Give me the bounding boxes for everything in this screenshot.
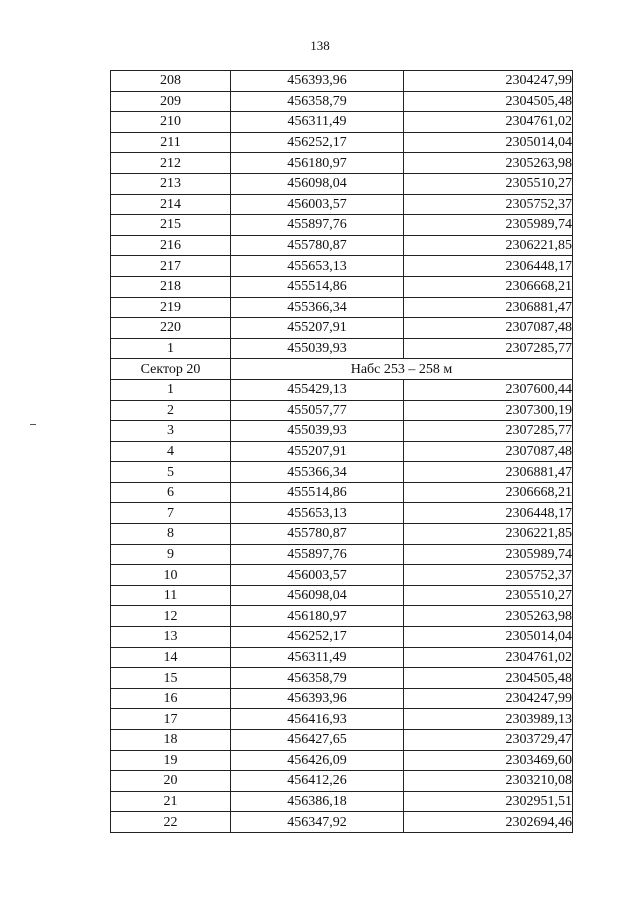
table-row bbox=[111, 647, 573, 668]
coordinates-table bbox=[110, 70, 573, 833]
x-coordinate-cell: 456003,57 bbox=[231, 565, 404, 586]
x-coordinate-cell: 456180,97 bbox=[231, 153, 404, 174]
coordinates-rows-before bbox=[111, 71, 573, 359]
y-coordinate-cell: 2306448,17 bbox=[404, 256, 573, 277]
table-row bbox=[111, 750, 573, 771]
x-coordinate-cell: 455057,77 bbox=[231, 400, 404, 421]
x-coordinate-cell: 455897,76 bbox=[231, 544, 404, 565]
table-row bbox=[111, 668, 573, 689]
x-coordinate-cell: 456426,09 bbox=[231, 750, 404, 771]
y-coordinate-cell: 2305263,98 bbox=[404, 153, 573, 174]
x-coordinate-cell: 455039,93 bbox=[231, 338, 404, 359]
y-coordinate-cell: 2306881,47 bbox=[404, 462, 573, 483]
y-coordinate-cell: 2307087,48 bbox=[404, 318, 573, 339]
point-number-cell: 19 bbox=[111, 750, 231, 771]
table-row bbox=[111, 503, 573, 524]
x-coordinate-cell: 456386,18 bbox=[231, 791, 404, 812]
table-row bbox=[111, 771, 573, 792]
x-coordinate-cell: 456252,17 bbox=[231, 132, 404, 153]
y-coordinate-cell: 2303469,60 bbox=[404, 750, 573, 771]
point-number-cell: 9 bbox=[111, 544, 231, 565]
table-row bbox=[111, 256, 573, 277]
x-coordinate-cell: 455514,86 bbox=[231, 482, 404, 503]
y-coordinate-cell: 2303729,47 bbox=[404, 730, 573, 751]
x-coordinate-cell: 456393,96 bbox=[231, 688, 404, 709]
point-number-cell: 22 bbox=[111, 812, 231, 833]
table-row bbox=[111, 235, 573, 256]
y-coordinate-cell: 2304761,02 bbox=[404, 647, 573, 668]
point-number-cell: 212 bbox=[111, 153, 231, 174]
table-row bbox=[111, 318, 573, 339]
point-number-cell: 20 bbox=[111, 771, 231, 792]
point-number-cell: 216 bbox=[111, 235, 231, 256]
margin-mark bbox=[30, 424, 36, 425]
table-row bbox=[111, 524, 573, 545]
point-number-cell: 5 bbox=[111, 462, 231, 483]
point-number-cell: 219 bbox=[111, 297, 231, 318]
sector-elevation-note: Набс 253 – 258 м bbox=[231, 359, 573, 380]
y-coordinate-cell: 2306221,85 bbox=[404, 524, 573, 545]
table-row bbox=[111, 91, 573, 112]
x-coordinate-cell: 456347,92 bbox=[231, 812, 404, 833]
point-number-cell: 217 bbox=[111, 256, 231, 277]
y-coordinate-cell: 2306668,21 bbox=[404, 482, 573, 503]
x-coordinate-cell: 456358,79 bbox=[231, 91, 404, 112]
y-coordinate-cell: 2307285,77 bbox=[404, 338, 573, 359]
point-number-cell: 10 bbox=[111, 565, 231, 586]
y-coordinate-cell: 2305263,98 bbox=[404, 606, 573, 627]
x-coordinate-cell: 456003,57 bbox=[231, 194, 404, 215]
point-number-cell: 18 bbox=[111, 730, 231, 751]
point-number-cell: 12 bbox=[111, 606, 231, 627]
x-coordinate-cell: 455366,34 bbox=[231, 462, 404, 483]
y-coordinate-cell: 2307285,77 bbox=[404, 421, 573, 442]
point-number-cell: 218 bbox=[111, 276, 231, 297]
point-number-cell: 213 bbox=[111, 173, 231, 194]
table-row bbox=[111, 627, 573, 648]
page-number: 138 bbox=[310, 38, 330, 53]
point-number-cell: 1 bbox=[111, 379, 231, 400]
point-number-cell: 21 bbox=[111, 791, 231, 812]
table-row bbox=[111, 688, 573, 709]
table-row bbox=[111, 153, 573, 174]
table-row bbox=[111, 544, 573, 565]
sector-header-group bbox=[111, 359, 573, 380]
x-coordinate-cell: 456416,93 bbox=[231, 709, 404, 730]
y-coordinate-cell: 2305989,74 bbox=[404, 215, 573, 236]
table-row bbox=[111, 297, 573, 318]
point-number-cell: 15 bbox=[111, 668, 231, 689]
table-row bbox=[111, 71, 573, 92]
x-coordinate-cell: 456412,26 bbox=[231, 771, 404, 792]
sector-header-row bbox=[111, 359, 573, 380]
y-coordinate-cell: 2304761,02 bbox=[404, 112, 573, 133]
table-row bbox=[111, 421, 573, 442]
x-coordinate-cell: 455207,91 bbox=[231, 318, 404, 339]
table-row bbox=[111, 709, 573, 730]
point-number-cell: 211 bbox=[111, 132, 231, 153]
point-number-cell: 3 bbox=[111, 421, 231, 442]
x-coordinate-cell: 455039,93 bbox=[231, 421, 404, 442]
point-number-cell: 208 bbox=[111, 71, 231, 92]
x-coordinate-cell: 455429,13 bbox=[231, 379, 404, 400]
point-number-cell: 11 bbox=[111, 585, 231, 606]
y-coordinate-cell: 2303989,13 bbox=[404, 709, 573, 730]
x-coordinate-cell: 455653,13 bbox=[231, 256, 404, 277]
y-coordinate-cell: 2307600,44 bbox=[404, 379, 573, 400]
table-row bbox=[111, 585, 573, 606]
x-coordinate-cell: 456098,04 bbox=[231, 585, 404, 606]
point-number-cell: 1 bbox=[111, 338, 231, 359]
table-row bbox=[111, 112, 573, 133]
y-coordinate-cell: 2305510,27 bbox=[404, 585, 573, 606]
x-coordinate-cell: 455780,87 bbox=[231, 235, 404, 256]
y-coordinate-cell: 2304247,99 bbox=[404, 71, 573, 92]
table-row bbox=[111, 606, 573, 627]
y-coordinate-cell: 2304247,99 bbox=[404, 688, 573, 709]
table-row bbox=[111, 565, 573, 586]
y-coordinate-cell: 2302951,51 bbox=[404, 791, 573, 812]
point-number-cell: 220 bbox=[111, 318, 231, 339]
point-number-cell: 214 bbox=[111, 194, 231, 215]
point-number-cell: 7 bbox=[111, 503, 231, 524]
point-number-cell: 210 bbox=[111, 112, 231, 133]
x-coordinate-cell: 456311,49 bbox=[231, 647, 404, 668]
y-coordinate-cell: 2304505,48 bbox=[404, 91, 573, 112]
y-coordinate-cell: 2304505,48 bbox=[404, 668, 573, 689]
x-coordinate-cell: 455366,34 bbox=[231, 297, 404, 318]
x-coordinate-cell: 455780,87 bbox=[231, 524, 404, 545]
x-coordinate-cell: 456180,97 bbox=[231, 606, 404, 627]
y-coordinate-cell: 2306881,47 bbox=[404, 297, 573, 318]
point-number-cell: 14 bbox=[111, 647, 231, 668]
y-coordinate-cell: 2307087,48 bbox=[404, 441, 573, 462]
y-coordinate-cell: 2305510,27 bbox=[404, 173, 573, 194]
y-coordinate-cell: 2305752,37 bbox=[404, 565, 573, 586]
x-coordinate-cell: 456427,65 bbox=[231, 730, 404, 751]
y-coordinate-cell: 2306668,21 bbox=[404, 276, 573, 297]
y-coordinate-cell: 2303210,08 bbox=[404, 771, 573, 792]
table-row bbox=[111, 194, 573, 215]
x-coordinate-cell: 456252,17 bbox=[231, 627, 404, 648]
x-coordinate-cell: 455207,91 bbox=[231, 441, 404, 462]
y-coordinate-cell: 2307300,19 bbox=[404, 400, 573, 421]
x-coordinate-cell: 455897,76 bbox=[231, 215, 404, 236]
point-number-cell: 215 bbox=[111, 215, 231, 236]
table-row bbox=[111, 276, 573, 297]
sector-label: Сектор 20 bbox=[111, 359, 231, 380]
table-row bbox=[111, 379, 573, 400]
table-row bbox=[111, 132, 573, 153]
table-row bbox=[111, 482, 573, 503]
x-coordinate-cell: 455514,86 bbox=[231, 276, 404, 297]
y-coordinate-cell: 2305014,04 bbox=[404, 627, 573, 648]
coordinates-rows-after bbox=[111, 379, 573, 832]
point-number-cell: 17 bbox=[111, 709, 231, 730]
x-coordinate-cell: 456358,79 bbox=[231, 668, 404, 689]
point-number-cell: 8 bbox=[111, 524, 231, 545]
x-coordinate-cell: 455653,13 bbox=[231, 503, 404, 524]
y-coordinate-cell: 2305989,74 bbox=[404, 544, 573, 565]
point-number-cell: 2 bbox=[111, 400, 231, 421]
y-coordinate-cell: 2306221,85 bbox=[404, 235, 573, 256]
point-number-cell: 13 bbox=[111, 627, 231, 648]
table-row bbox=[111, 400, 573, 421]
point-number-cell: 209 bbox=[111, 91, 231, 112]
table-row bbox=[111, 730, 573, 751]
point-number-cell: 16 bbox=[111, 688, 231, 709]
table-row bbox=[111, 338, 573, 359]
x-coordinate-cell: 456393,96 bbox=[231, 71, 404, 92]
x-coordinate-cell: 456098,04 bbox=[231, 173, 404, 194]
table-row bbox=[111, 441, 573, 462]
table-row bbox=[111, 812, 573, 833]
x-coordinate-cell: 456311,49 bbox=[231, 112, 404, 133]
table-row bbox=[111, 791, 573, 812]
point-number-cell: 4 bbox=[111, 441, 231, 462]
y-coordinate-cell: 2305752,37 bbox=[404, 194, 573, 215]
y-coordinate-cell: 2302694,46 bbox=[404, 812, 573, 833]
y-coordinate-cell: 2305014,04 bbox=[404, 132, 573, 153]
table-row bbox=[111, 215, 573, 236]
point-number-cell: 6 bbox=[111, 482, 231, 503]
y-coordinate-cell: 2306448,17 bbox=[404, 503, 573, 524]
table-row bbox=[111, 173, 573, 194]
table-row bbox=[111, 462, 573, 483]
